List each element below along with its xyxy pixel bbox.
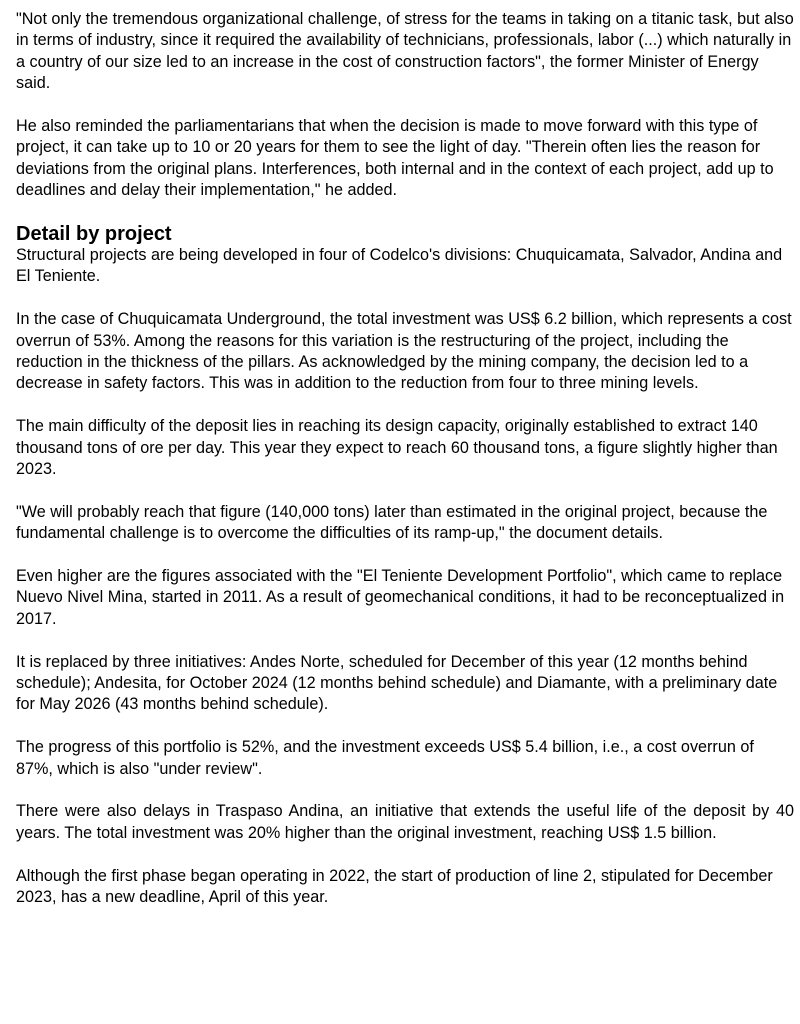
paragraph-portfolio-progress: The progress of this portfolio is 52%, and the investment exceeds US$ 5.4 billion, i.e., a cost overrun of 87%, which is also "under review". [16, 738, 754, 778]
paragraph-traspaso-andina: There were also delays in Traspaso Andina, an initiative that extends the useful life of the deposit by 40 years. The total investment was 20% higher than the original investment, reaching US$ 1.5 billion. [16, 802, 794, 842]
paragraph-el-teniente: Even higher are the figures associated with the "El Teniente Development Portfolio", which came to replace Nuevo Nivel Mina, started in 2011. As a result of geomechanical conditions, it had to be reconceptualized in 2017. [16, 567, 785, 628]
section-heading: Detail by project [16, 223, 172, 246]
paragraph-chuquicamata: In the case of Chuquicamata Underground, the total investment was US$ 6.2 billion, which represents a cost overrun of 53%. Among the reasons for this variation is the restructuring of the project, including the reduction in the thickness of the pillars. As acknowledged by the mining company, the decision led to a decrease in safety factors. This was in addition to the reduction from four to three mining levels. [16, 310, 792, 393]
paragraph-initiatives: It is replaced by three initiatives: Andes Norte, scheduled for December of this year (12 months behind schedule); Andesita, for October 2024 (12 months behind schedule) and Diamante, with a preliminary date for May 2026 (43 months behind schedule). [16, 652, 778, 714]
paragraph-first-phase: Although the first phase began operating in 2022, the start of production of line 2, stipulated for December 2023, has a new deadline, April of this year. [16, 866, 773, 907]
paragraph-design-capacity: The main difficulty of the deposit lies in reaching its design capacity, originally established to extract 140 thousand tons of ore per day. This year they expect to reach 60 thousand tons, a figure slightly higher than 2023. [16, 417, 778, 479]
paragraph-ramp-up-quote: "We will probably reach that figure (140,000 tons) later than estimated in the original project, because the fundamental challenge is to overcome the difficulties of its ramp-up," the document details. [16, 502, 768, 543]
paragraph-minister-quote: "Not only the tremendous organizational challenge, of stress for the teams in taking on a titanic task, but also in terms of industry, since it required the availability of technicians, professionals, labor (...) which naturally in a country of our size led to an increase in the cost of construction factors", the former Minister of Energy said. [16, 10, 794, 93]
paragraph-divisions: Structural projects are being developed in four of Codelco's divisions: Chuquicamata, Salvador, Andina and El Teniente. [16, 246, 783, 286]
paragraph-parliamentarians: He also reminded the parliamentarians that when the decision is made to move forward with this type of project, it can take up to 10 or 20 years for them to see the light of day. "Therein often lies the reason for deviations from the original plans. Interferences, both internal and in the context of each project, add up to deadlines and delay their implementation," he added. [16, 117, 774, 200]
